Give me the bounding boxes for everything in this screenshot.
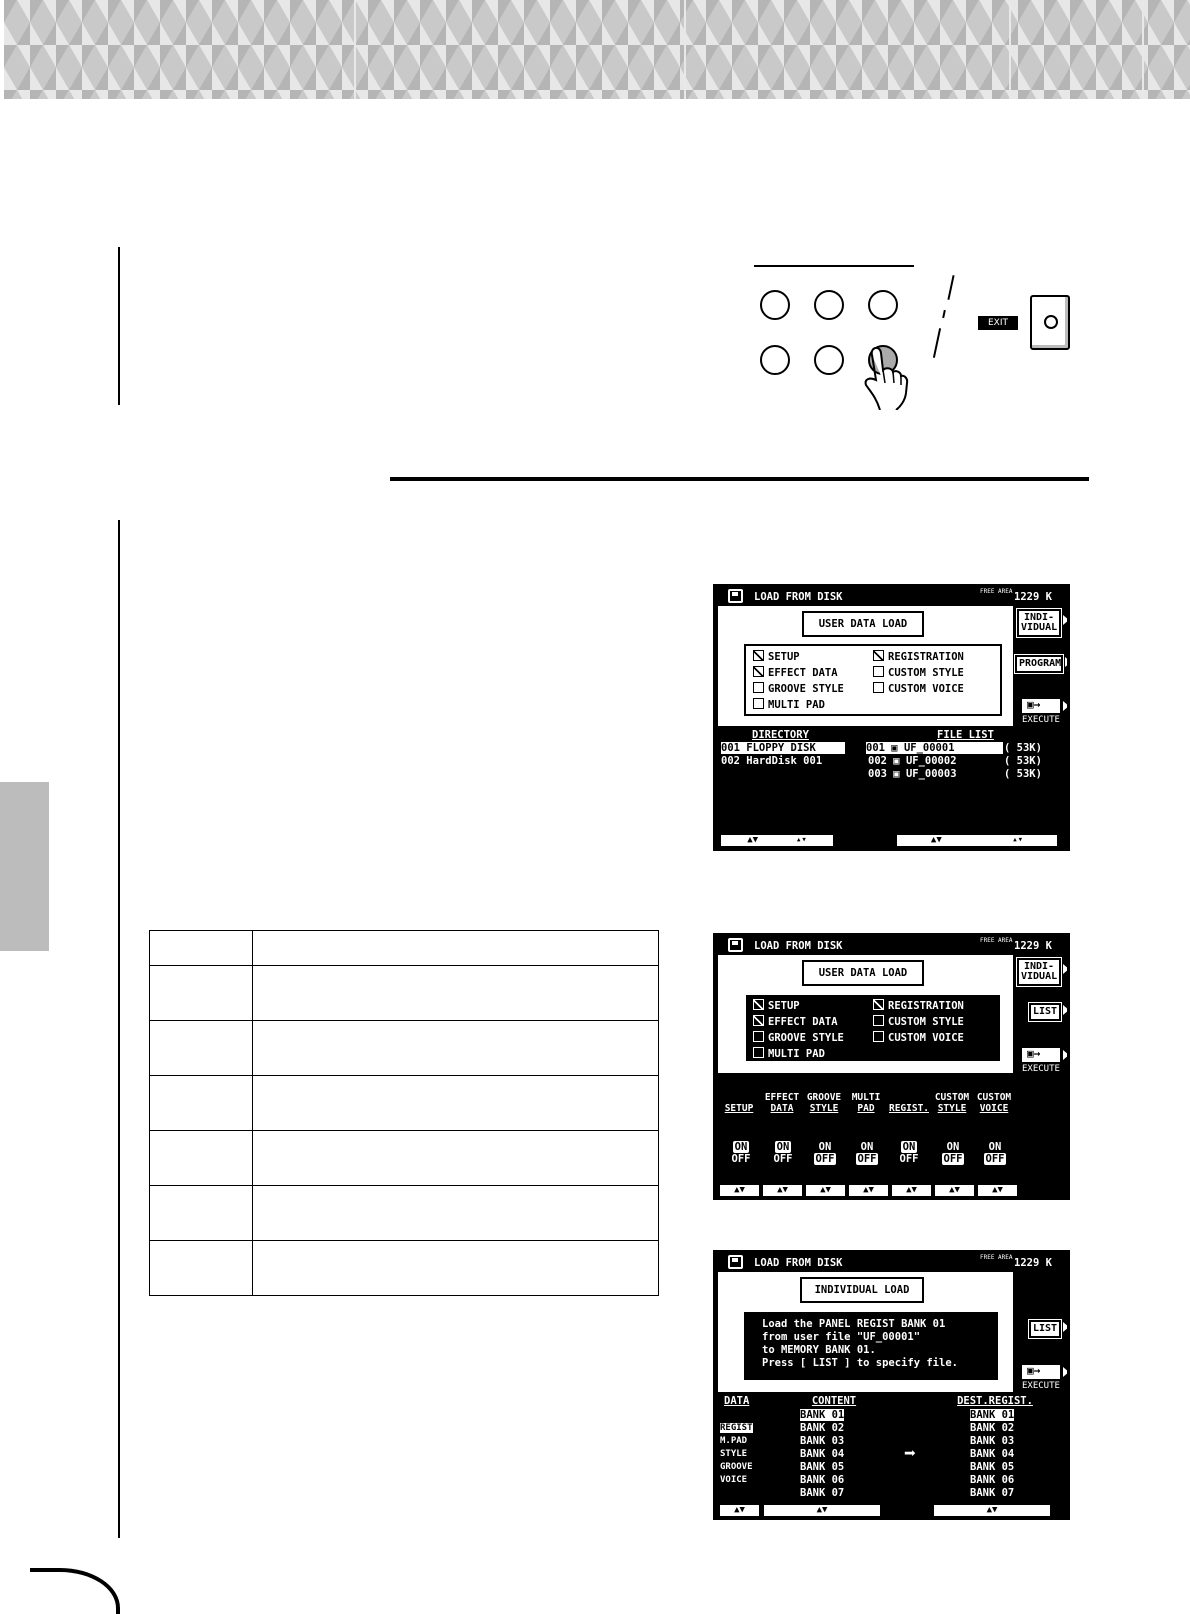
table-cell [253, 931, 659, 966]
file-name: UF_00003 [905, 768, 957, 780]
multi-pad-checkbox[interactable]: MULTI PAD [753, 698, 825, 711]
screen-title: LOAD FROM DISK [754, 1257, 843, 1269]
right-arrow-icon [1063, 1367, 1069, 1377]
execute-label: EXECUTE [1022, 1064, 1060, 1074]
groove-style-checkbox[interactable]: GROOVE STYLE [753, 682, 844, 695]
custom-style-checkbox[interactable]: CUSTOM STYLE [873, 1015, 964, 1028]
dest-bank-selected[interactable]: BANK 01 [970, 1409, 1015, 1421]
content-bank[interactable]: BANK 02 [800, 1422, 845, 1434]
file-number: 001 [866, 742, 885, 754]
file-type-icon: ▣ [893, 768, 900, 780]
dest-bank[interactable]: BANK 03 [970, 1435, 1015, 1447]
exit-led-icon [1044, 315, 1058, 329]
file-number: 003 [868, 768, 887, 780]
right-arrow-icon [1063, 1050, 1069, 1060]
message-panel [742, 1310, 1000, 1382]
header-seam [1142, 0, 1144, 99]
dest-bank[interactable]: BANK 02 [970, 1422, 1015, 1434]
effect-data-checkbox[interactable]: EFFECT DATA [753, 666, 838, 679]
message-line: Press [ LIST ] to specify file. [762, 1357, 958, 1369]
column-header-multi-pad: MULTI PAD [851, 1092, 881, 1114]
multi-pad-checkbox[interactable]: MULTI PAD [753, 1047, 825, 1060]
disk-save-icon[interactable] [1022, 699, 1060, 713]
setup-checkbox[interactable]: SETUP [753, 650, 800, 663]
regist-toggle[interactable]: ON OFF [899, 1141, 919, 1165]
dialog-title: USER DATA LOAD [802, 960, 924, 986]
list-button[interactable]: LIST [1029, 1320, 1061, 1338]
content-bank[interactable]: BANK 05 [800, 1461, 845, 1473]
groove-style-checkbox[interactable]: GROOVE STYLE [753, 1031, 844, 1044]
table-cell [253, 1186, 659, 1241]
data-item[interactable]: STYLE [720, 1449, 748, 1459]
file-size: ( 53K) [1004, 742, 1042, 754]
checkbox-panel [744, 644, 1002, 716]
dest-bank[interactable]: BANK 04 [970, 1448, 1015, 1460]
directory-item-selected[interactable]: 001 FLOPPY DISK [721, 742, 845, 754]
setup-checkbox[interactable]: SETUP [753, 999, 800, 1012]
scroll-bar[interactable]: ▲▼ [978, 1185, 1017, 1196]
panel-separator [942, 310, 946, 318]
header-seam [684, 0, 686, 99]
section-rule [390, 477, 1089, 481]
data-item[interactable]: M.PAD [720, 1436, 748, 1446]
content-bank[interactable]: BANK 04 [800, 1448, 845, 1460]
panel-button[interactable] [868, 290, 898, 320]
header-seam [354, 0, 356, 99]
free-area-value: 1229 K [1014, 591, 1052, 603]
disk-icon [728, 1255, 743, 1269]
custom-style-toggle[interactable]: ON OFF [943, 1141, 963, 1165]
scroll-arrows-icon: ▲▼ [930, 835, 942, 845]
right-arrow-icon [1063, 964, 1069, 974]
column-header-setup: SETUP [724, 1103, 754, 1114]
lcd-screen-user-data-load-list [714, 934, 1069, 1199]
file-type-icon: ▣ [893, 755, 900, 767]
file-size: ( 53K) [1004, 755, 1042, 767]
panel-separator [933, 328, 941, 358]
right-arrow-icon: ➡ [904, 1441, 917, 1465]
column-header-regist: REGIST. [888, 1103, 930, 1114]
column-header-groove-style: GROOVE STYLE [806, 1092, 842, 1114]
registration-checkbox[interactable]: REGISTRATION [873, 650, 964, 663]
page-corner [30, 1568, 120, 1614]
execute-label: EXECUTE [1022, 715, 1060, 725]
free-area-label: FREE AREA [980, 937, 1013, 944]
margin-rule [118, 247, 120, 405]
column-header-custom-style: CUSTOM STYLE [934, 1092, 970, 1114]
execute-label: EXECUTE [1022, 1381, 1060, 1391]
parameter-table [149, 930, 659, 1296]
custom-voice-checkbox[interactable]: CUSTOM VOICE [873, 1031, 964, 1044]
table-row [150, 1186, 659, 1241]
lcd-screen-individual-load [714, 1251, 1069, 1519]
file-size: ( 53K) [1004, 768, 1042, 780]
table-cell [253, 966, 659, 1021]
content-bank-selected[interactable]: BANK 01 [800, 1409, 845, 1421]
column-header-custom-voice: CUSTOM VOICE [976, 1092, 1012, 1114]
file-type-icon: ▣ [891, 742, 898, 754]
panel-separator [947, 275, 954, 300]
lcd-screen-user-data-load-program [714, 585, 1069, 850]
table-row [150, 1076, 659, 1131]
setup-toggle[interactable]: ON OFF [731, 1141, 751, 1165]
content-bank[interactable]: BANK 07 [800, 1487, 845, 1499]
table-cell [150, 966, 253, 1021]
header-band [4, 0, 1190, 99]
pointing-hand-icon [850, 335, 920, 410]
table-row [150, 1241, 659, 1296]
file-row[interactable] [868, 755, 957, 767]
table-row [150, 1021, 659, 1076]
data-item-selected[interactable]: REGIST [720, 1423, 753, 1433]
table-cell [150, 931, 253, 966]
content-header: CONTENT [811, 1395, 857, 1407]
panel-button[interactable] [814, 290, 844, 320]
dest-bank[interactable]: BANK 06 [970, 1474, 1015, 1486]
effect-data-toggle[interactable]: ON OFF [773, 1141, 793, 1165]
header-seam [1009, 0, 1011, 99]
screen-title: LOAD FROM DISK [754, 940, 843, 952]
dest-bank[interactable]: BANK 05 [970, 1461, 1015, 1473]
scroll-arrows-small-icon: ▴▾ [1012, 835, 1024, 845]
right-arrow-icon [1063, 1322, 1069, 1332]
panel-button[interactable] [760, 290, 790, 320]
dialog-title: INDIVIDUAL LOAD [800, 1277, 924, 1303]
scroll-bar[interactable]: ▲▼ [892, 1185, 931, 1196]
directory-item[interactable]: 002 HardDisk 001 [721, 755, 823, 767]
right-arrow-icon [1065, 657, 1069, 667]
custom-voice-checkbox[interactable]: CUSTOM VOICE [873, 682, 964, 695]
table-cell [253, 1076, 659, 1131]
custom-style-checkbox[interactable]: CUSTOM STYLE [873, 666, 964, 679]
table-row [150, 1131, 659, 1186]
file-row-selected[interactable] [866, 742, 1003, 754]
panel-group-line [754, 265, 914, 267]
panel-illustration [750, 255, 1060, 415]
table-cell [150, 1021, 253, 1076]
free-area-label: FREE AREA [980, 1254, 1013, 1261]
custom-voice-toggle[interactable]: ON OFF [985, 1141, 1005, 1165]
dest-bank[interactable]: BANK 07 [970, 1487, 1015, 1499]
table-cell [253, 1241, 659, 1296]
right-arrow-icon [1063, 1005, 1069, 1015]
table-cell [150, 1131, 253, 1186]
table-cell [253, 1021, 659, 1076]
effect-data-checkbox[interactable]: EFFECT DATA [753, 1015, 838, 1028]
dest-scroll-bar[interactable]: ▲▼ [934, 1505, 1050, 1516]
table-cell [150, 1076, 253, 1131]
table-row [150, 966, 659, 1021]
scroll-bar[interactable]: ▲▼ [806, 1185, 845, 1196]
panel-button[interactable] [814, 345, 844, 375]
registration-checkbox[interactable]: REGISTRATION [873, 999, 964, 1012]
scroll-bar[interactable]: ▲▼ [720, 1505, 759, 1516]
scroll-bar[interactable]: ▲▼ [849, 1185, 888, 1196]
table-cell [150, 1186, 253, 1241]
scroll-bar[interactable]: ▲▼ [763, 1185, 802, 1196]
free-area-value: 1229 K [1014, 940, 1052, 952]
groove-style-toggle[interactable]: ON OFF [815, 1141, 835, 1165]
exit-label: EXIT [978, 316, 1018, 330]
dest-regist-header: DEST.REGIST. [957, 1395, 1033, 1407]
free-area-value: 1229 K [1014, 1257, 1052, 1269]
message-line: from user file "UF_00001" [762, 1331, 921, 1343]
content-scroll-bar[interactable]: ▲▼ [764, 1505, 880, 1516]
directory-header: DIRECTORY [752, 729, 809, 741]
disk-save-icon[interactable] [1022, 1365, 1060, 1379]
column-header-effect-data: EFFECT DATA [764, 1092, 800, 1114]
disk-icon [728, 589, 743, 603]
data-header: DATA [724, 1395, 750, 1407]
directory-scroll-bar[interactable] [721, 835, 833, 846]
file-scroll-bar[interactable] [897, 835, 1057, 846]
individual-button[interactable]: INDI-VIDUAL [1017, 609, 1061, 637]
scroll-arrows-small-icon: ▴▾ [795, 835, 807, 845]
message-line: Load the PANEL REGIST BANK 01 [762, 1318, 946, 1330]
individual-button[interactable]: INDI-VIDUAL [1017, 958, 1061, 986]
disk-save-icon[interactable] [1022, 1048, 1060, 1062]
content-bank[interactable]: BANK 06 [800, 1474, 845, 1486]
margin-rule [118, 520, 120, 1538]
screen-title: LOAD FROM DISK [754, 591, 843, 603]
scroll-bar[interactable]: ▲▼ [935, 1185, 974, 1196]
program-button[interactable]: PROGRAM [1015, 655, 1063, 673]
table-cell [253, 1131, 659, 1186]
panel-button[interactable] [760, 345, 790, 375]
multi-pad-toggle[interactable]: ON OFF [857, 1141, 877, 1165]
side-tab [0, 782, 49, 951]
message-line: to MEMORY BANK 01. [762, 1344, 876, 1356]
disk-icon [728, 938, 743, 952]
dialog-title: USER DATA LOAD [802, 611, 924, 637]
file-number: 002 [868, 755, 887, 767]
right-arrow-icon [1063, 615, 1069, 625]
right-arrow-icon [1063, 701, 1069, 711]
content-bank[interactable]: BANK 03 [800, 1435, 845, 1447]
scroll-arrows-icon: ▲▼ [747, 835, 759, 845]
checkbox-panel [744, 993, 1002, 1063]
scroll-bar[interactable]: ▲▼ [720, 1185, 759, 1196]
file-name: UF_00001 [903, 742, 955, 754]
free-area-label: FREE AREA [980, 588, 1013, 595]
list-button[interactable]: LIST [1029, 1003, 1061, 1021]
table-row [150, 931, 659, 966]
data-item[interactable]: GROOVE [720, 1462, 753, 1472]
exit-button[interactable] [1030, 295, 1070, 350]
file-list-header: FILE LIST [937, 729, 994, 741]
data-item[interactable]: VOICE [720, 1475, 748, 1485]
file-name: UF_00002 [905, 755, 957, 767]
file-row[interactable] [868, 768, 957, 780]
table-cell [150, 1241, 253, 1296]
